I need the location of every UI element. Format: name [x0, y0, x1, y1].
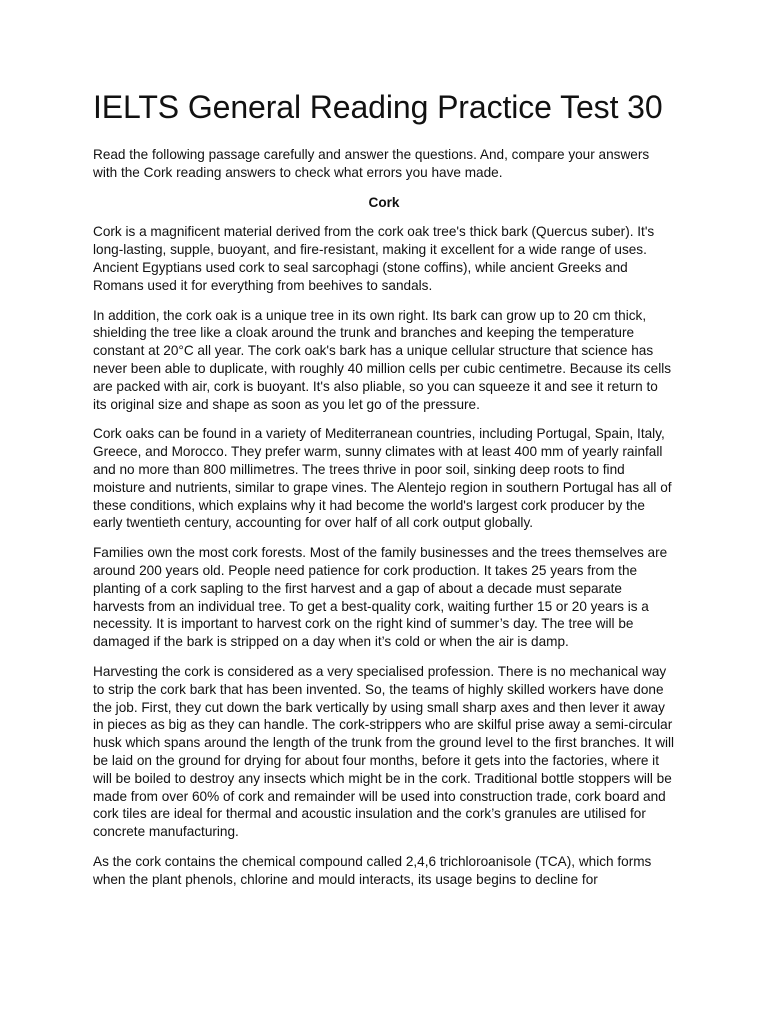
- passage-paragraph-6: As the cork contains the chemical compound called 2,4,6 trichloroanisole (TCA), which forms when the plant phenols, chlorine and mould interacts, its usage begins to decline for: [93, 853, 652, 887]
- passage-paragraph-4: Families own the most cork forests. Most of the family businesses and the trees themselves are around 200 years old. People need patience for cork production. It takes 25 years from the planting of a cork sapling to the first harvest and a gap of about a decade must separate harvests from an individual tree. To get a best-quality cork, waiting further 15 or 20 years is a necessity. It is important to harvest cork on the right kind of summer’s day. The tree will be damaged if the bark is stripped on a day when it’s cold or when the air is damp.: [93, 545, 668, 650]
- passage-paragraph-2: In addition, the cork oak is a unique tree in its own right. Its bark can grow up to 20 cm thick, shielding the tree like a cloak around the trunk and branches and keeping the temperature constant at 20°C all year. The cork oak's bark has a unique cellular structure that science has never been able to duplicate, with roughly 40 million cells per cubic centimetre. Because its cells are packed with air, cork is buoyant. It's also pliable, so you can squeeze it and see it return to its original size and shape as soon as you let go of the pressure.: [93, 307, 672, 412]
- passage-heading: Cork: [368, 194, 400, 210]
- passage-paragraph-1: Cork is a magnificent material derived from the cork oak tree's thick bark (Quercus suber). It's long-lasting, supple, buoyant, and fire-resistant, making it excellent for a wide range of uses. Ancient Egyptians used cork to seal sarcophagi (stone coffins), while ancient Greeks and Romans used it for everything from beehives to sandals.: [93, 224, 655, 293]
- page-title: IELTS General Reading Practice Test 30: [93, 89, 663, 125]
- passage-paragraph-3: Cork oaks can be found in a variety of Mediterranean countries, including Portugal, Spain, Italy, Greece, and Morocco. They prefer warm, sunny climates with at least 400 mm of yearly rainfall and no more than 800 millimetres. The trees thrive in poor soil, sinking deep roots to find moisture and nutrients, similar to grape vines. The Alentejo region in southern Portugal has all of these conditions, which explains why it had become the world's largest cork producer by the early twentieth century, accounting for over half of all cork output globally.: [93, 426, 672, 531]
- passage-paragraph-5: Harvesting the cork is considered as a very specialised profession. There is no mechanical way to strip the cork bark that has been invented. So, the teams of highly skilled workers have done the job. First, they cut down the bark vertically by using small sharp axes and then lever it away in pieces as big as they can handle. The cork-strippers who are skilful prise away a semi-circular husk which spans around the length of the trunk from the ground level to the first branches. It will be laid on the ground for drying for about four months, before it gets into the factories, where it will be boiled to destroy any insects which might be in the cork. Traditional bottle stoppers will be made from over 60% of cork and remainder will be used into construction trade, cork board and cork tiles are ideal for thermal and acoustic insulation and the cork’s granules are utilised for concrete manufacturing.: [93, 663, 675, 840]
- intro-text: Read the following passage carefully and answer the questions. And, compare your answers with the Cork reading answers to check what errors you have made.: [93, 147, 650, 180]
